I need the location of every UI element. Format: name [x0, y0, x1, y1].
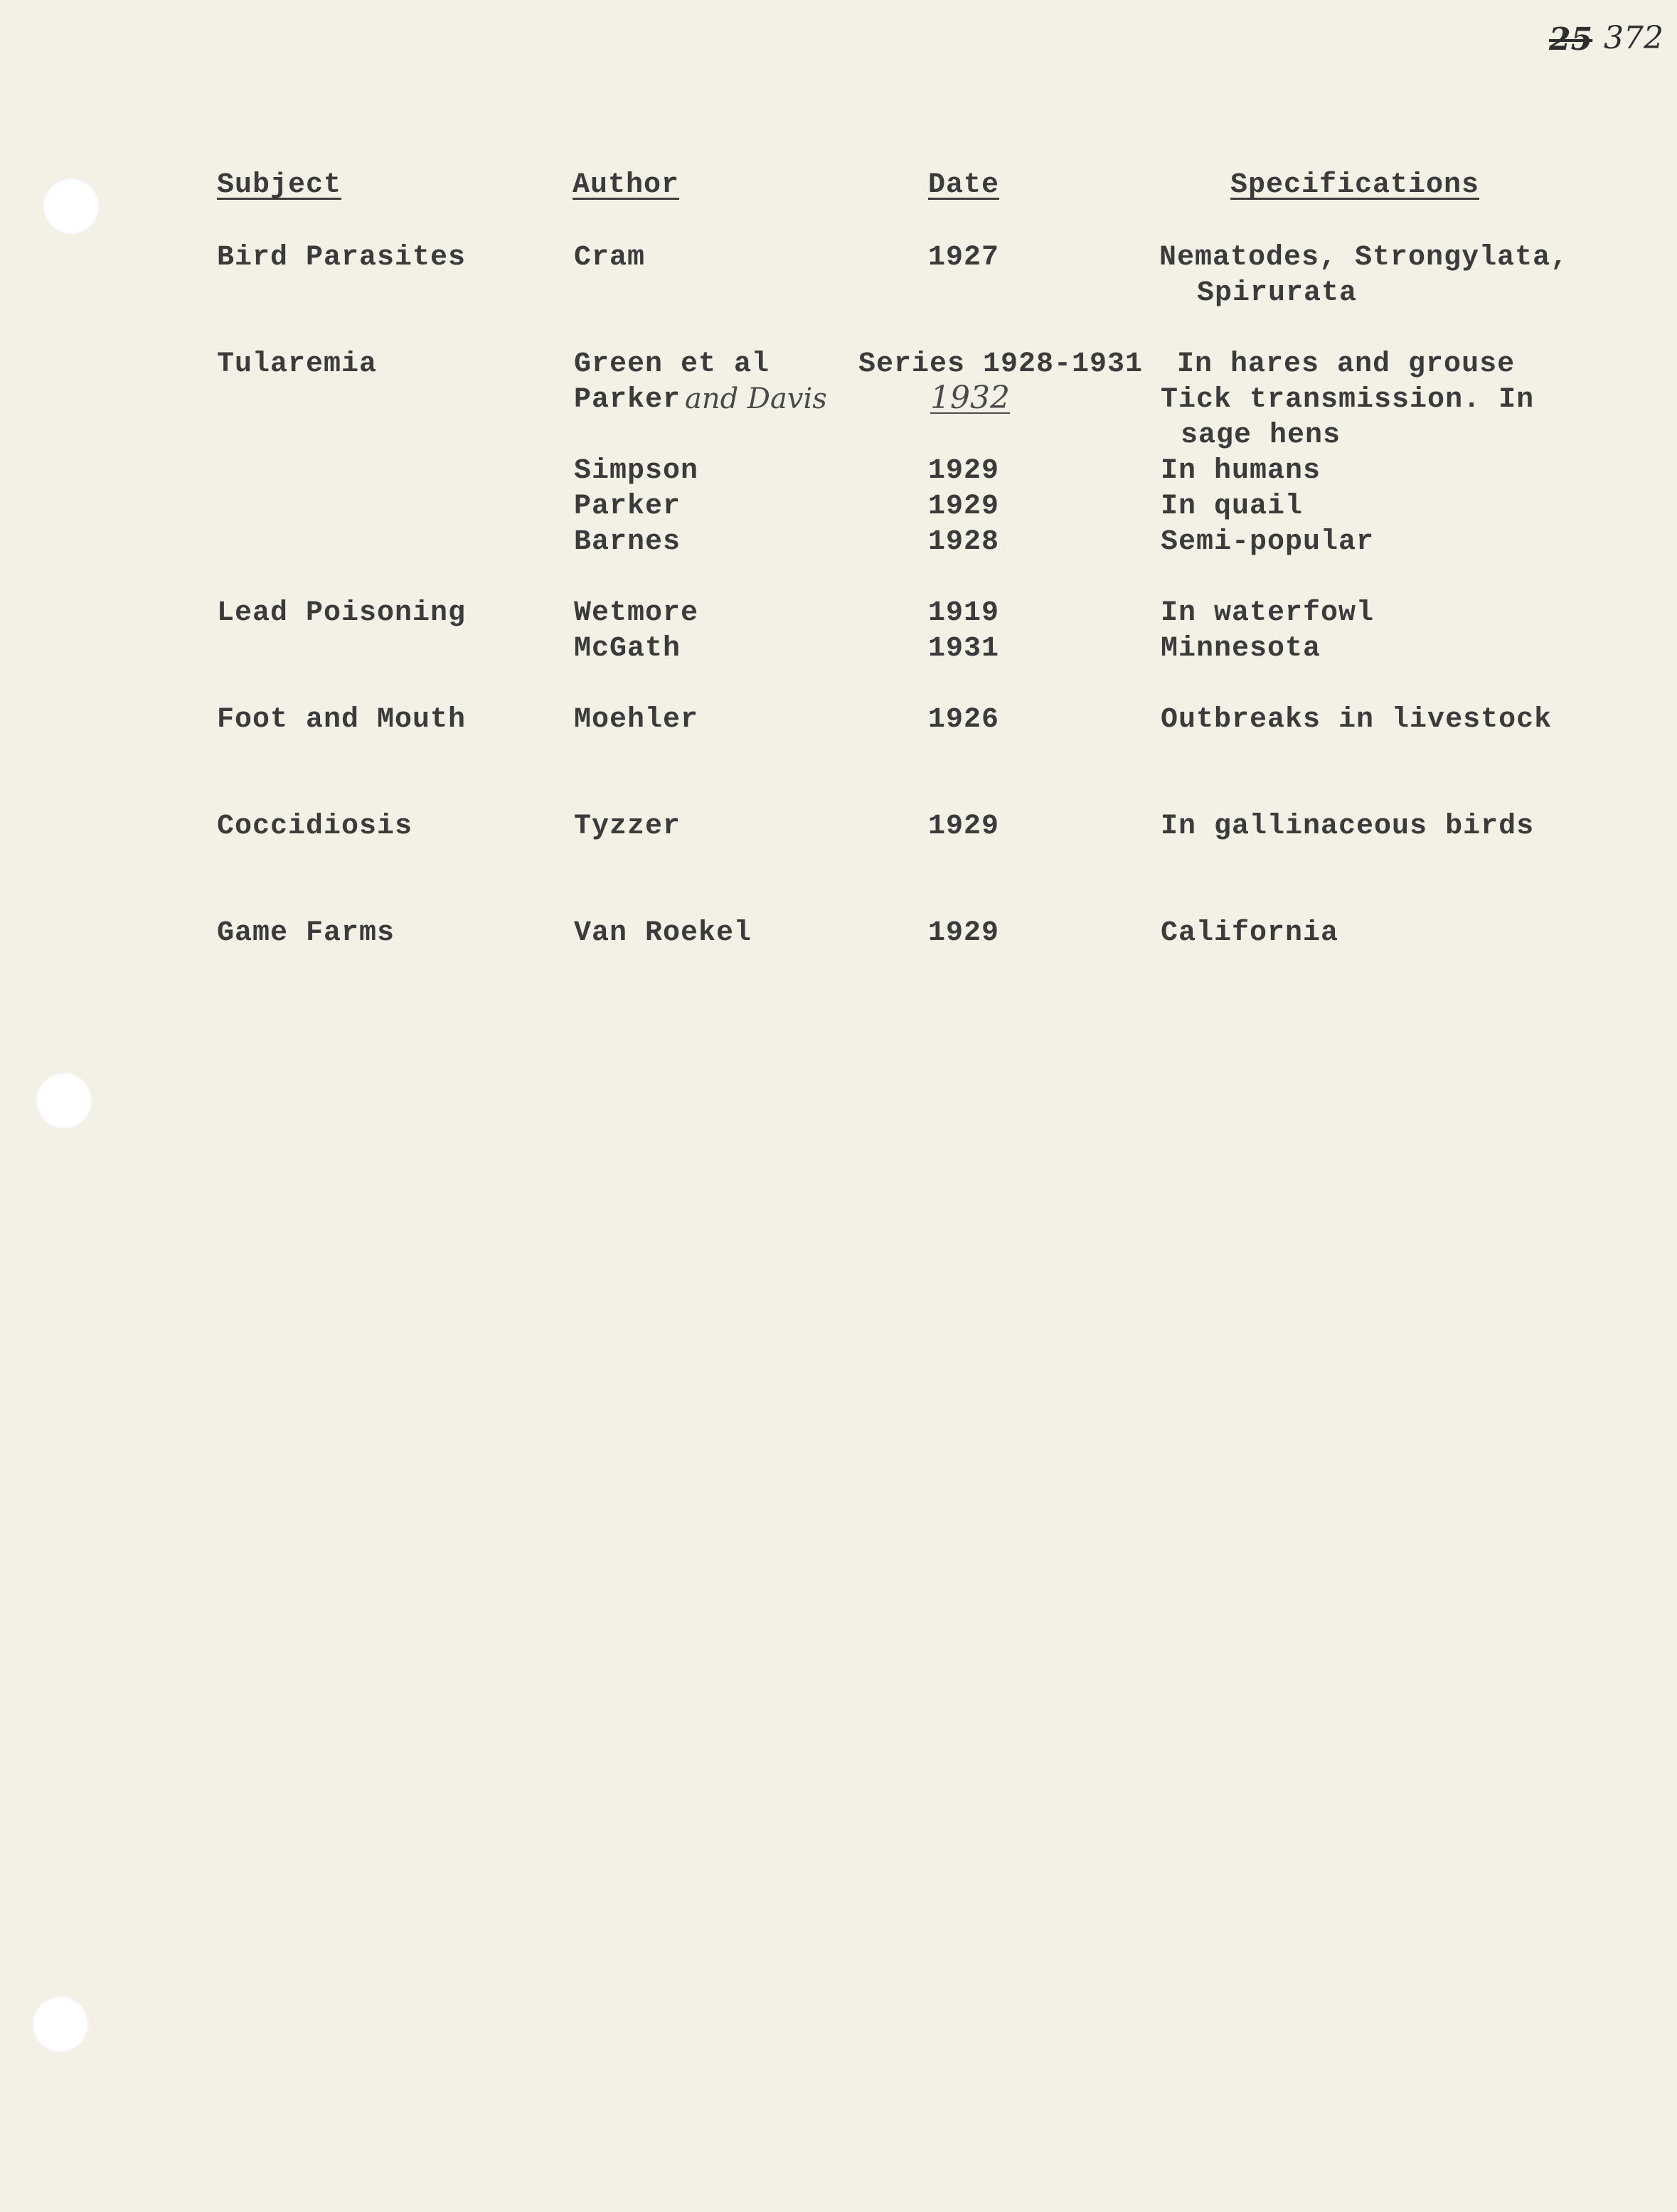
- date-cell: 1929: [928, 811, 1000, 843]
- punch-hole-bottom: [32, 1996, 89, 2053]
- spec-cell-continued: Spirurata: [1197, 277, 1358, 309]
- header-subject: Subject: [217, 169, 342, 201]
- author-cell: Simpson: [574, 455, 699, 487]
- spec-cell: In humans: [1161, 455, 1321, 487]
- author-cell: Cram: [574, 242, 646, 274]
- author-cell: Parker: [574, 384, 681, 416]
- date-cell: 1928: [928, 526, 1000, 558]
- spec-cell: In hares and grouse: [1177, 348, 1516, 380]
- punch-hole-top: [43, 178, 100, 235]
- subject-cell: Coccidiosis: [217, 811, 413, 843]
- date-cell: 1929: [928, 917, 1000, 949]
- date-cell: 1919: [928, 597, 1000, 629]
- spec-cell-continued: sage hens: [1181, 420, 1341, 452]
- date-cell: Series 1928-1931: [858, 348, 1144, 380]
- subject-cell: Foot and Mouth: [217, 704, 467, 736]
- header-author: Author: [573, 169, 680, 201]
- date-cell: 1929: [928, 491, 1000, 523]
- spec-cell: Nematodes, Strongylata,: [1159, 242, 1569, 274]
- subject-cell: Game Farms: [217, 917, 395, 949]
- page-number-typed: 25: [1549, 21, 1593, 58]
- date-cell: 1931: [928, 633, 1000, 665]
- date-cell: 1926: [928, 704, 1000, 736]
- author-cell: McGath: [574, 633, 681, 665]
- spec-cell: Minnesota: [1161, 633, 1321, 665]
- spec-cell: In waterfowl: [1161, 597, 1375, 629]
- author-handwritten-note: and Davis: [685, 383, 827, 415]
- author-cell: Wetmore: [574, 597, 699, 629]
- subject-cell: Tularemia: [217, 348, 378, 380]
- author-cell: Van Roekel: [574, 917, 752, 949]
- date-handwritten: 1932: [930, 380, 1010, 416]
- page-number-handwritten: 372: [1604, 20, 1663, 56]
- date-cell: 1927: [928, 242, 1000, 274]
- spec-cell: Outbreaks in livestock: [1161, 704, 1553, 736]
- spec-cell: California: [1161, 917, 1339, 949]
- author-cell: Green et al: [574, 348, 770, 380]
- spec-cell: Semi-popular: [1161, 526, 1375, 558]
- spec-cell: In gallinaceous birds: [1161, 811, 1535, 843]
- author-cell: Parker: [574, 491, 681, 523]
- date-cell: 1929: [928, 455, 1000, 487]
- spec-cell: Tick transmission. In: [1161, 384, 1535, 416]
- subject-cell: Bird Parasites: [217, 242, 467, 274]
- punch-hole-middle: [36, 1072, 92, 1129]
- header-specifications: Specifications: [1230, 169, 1480, 201]
- spec-cell: In quail: [1161, 491, 1304, 523]
- author-cell: Moehler: [574, 704, 699, 736]
- author-cell: Tyzzer: [574, 811, 681, 843]
- header-date: Date: [928, 169, 1000, 201]
- subject-cell: Lead Poisoning: [217, 597, 467, 629]
- author-cell: Barnes: [574, 526, 681, 558]
